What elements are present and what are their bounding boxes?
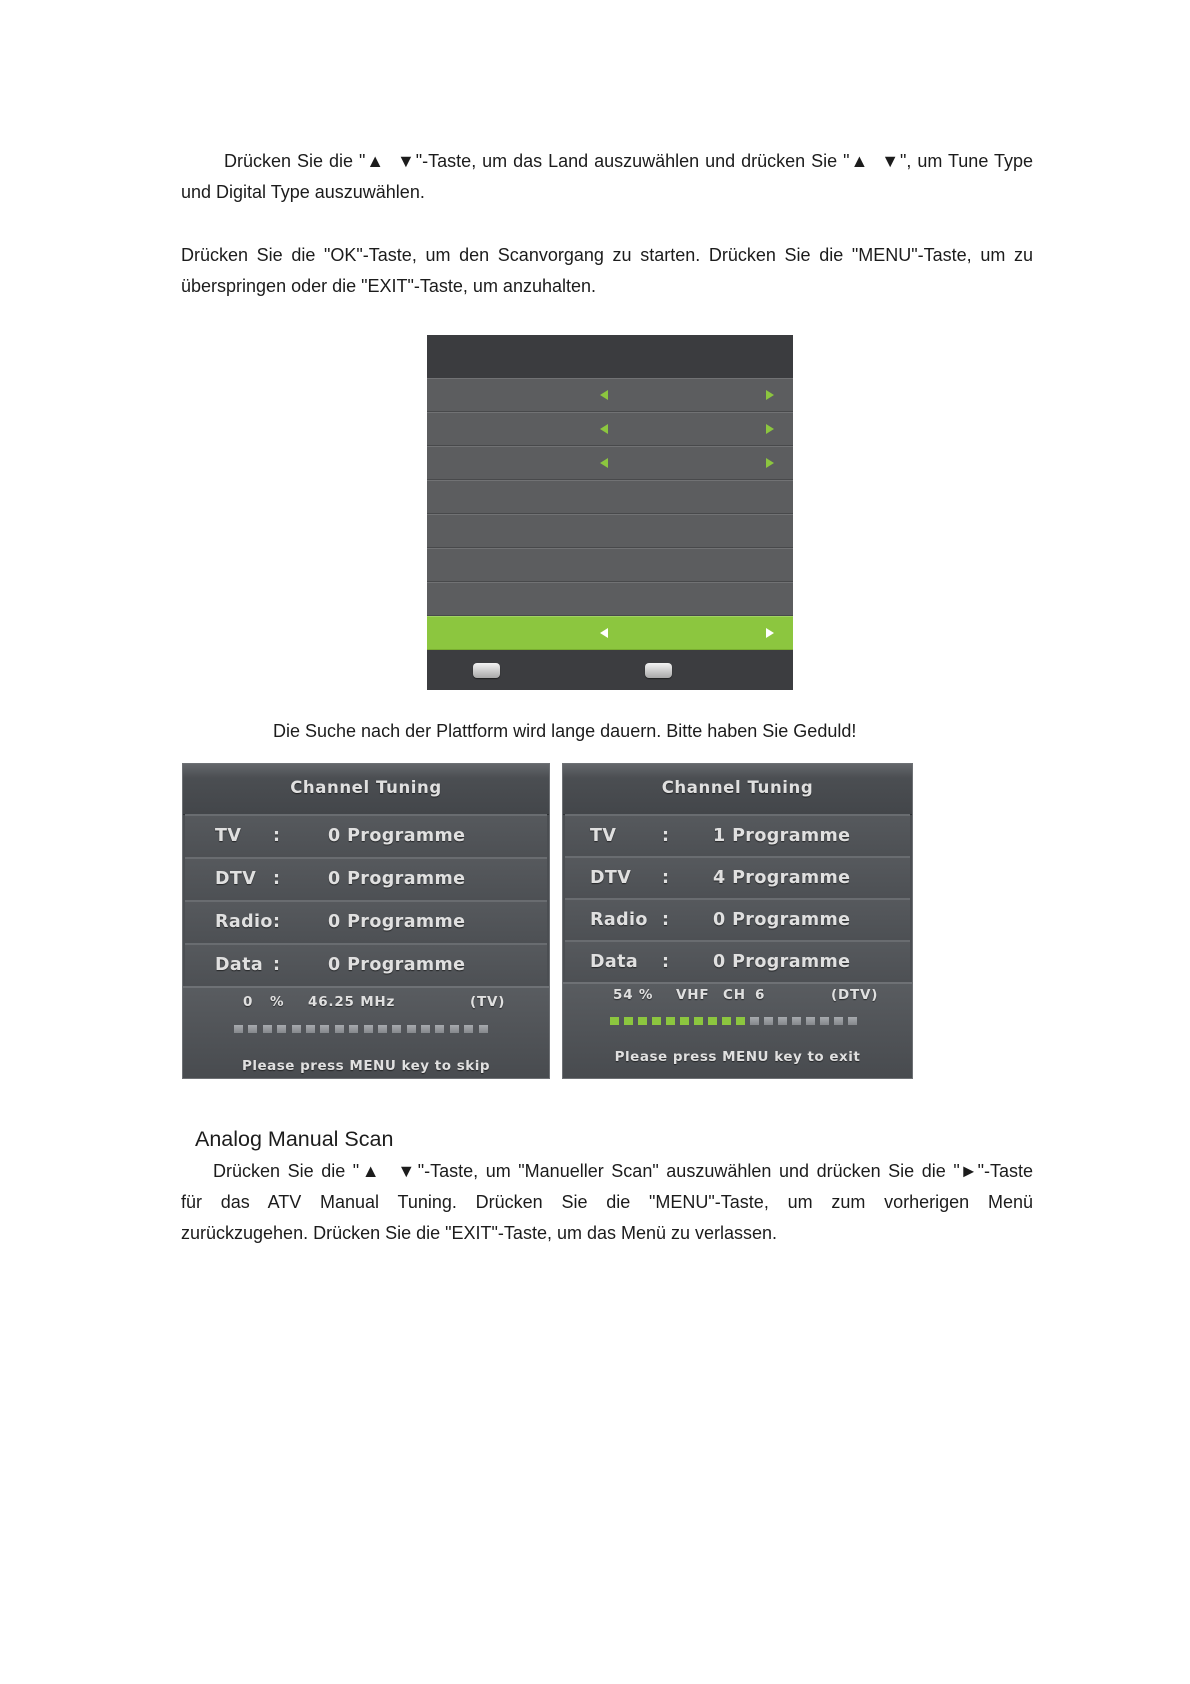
row-value: 0 Programme: [713, 952, 851, 972]
paragraph-3-line-2: für das ATV Manual Tuning. Drücken Sie die "MENU"-Taste, um zum vorherigen Menü: [181, 1192, 1033, 1212]
row-label: Data: [215, 955, 264, 975]
menu-row: [427, 412, 793, 446]
row-label: DTV: [215, 869, 257, 889]
radio-count-row: [185, 900, 547, 943]
progress-segment-filled: [708, 1017, 717, 1025]
progress-segment: [792, 1017, 801, 1025]
scan-progress-bar: [234, 1025, 493, 1033]
scan-percent: 54 %: [613, 987, 654, 1003]
progress-segment: [320, 1025, 329, 1033]
channel-tuning-panel-dtv: [562, 763, 913, 1079]
row-separator: :: [273, 955, 281, 975]
arrow-left-icon: [600, 628, 608, 638]
paragraph-1-line-2: und Digital Type auszuwählen.: [181, 182, 425, 202]
progress-segment: [450, 1025, 459, 1033]
radio-count-row: [565, 898, 910, 940]
progress-segment: [263, 1025, 272, 1033]
arrow-right-icon: [766, 458, 774, 468]
progress-segment-filled: [652, 1017, 661, 1025]
progress-segment: [778, 1017, 787, 1025]
remote-button-icon: [645, 663, 672, 678]
progress-segment: [234, 1025, 243, 1033]
row-value: 4 Programme: [713, 868, 851, 888]
row-label: Radio: [590, 910, 648, 930]
scan-percent: 0: [243, 994, 254, 1010]
progress-segment-filled: [666, 1017, 675, 1025]
row-value: 0 Programme: [328, 955, 466, 975]
arrow-left-icon: [600, 424, 608, 434]
paragraph-1-line-1: Drücken Sie die "▲ ▼"-Taste, um das Land auszuwählen und drücken Sie "▲ ▼", um Tune Type: [224, 151, 1033, 171]
menu-row: [427, 548, 793, 582]
scan-band: VHF: [676, 987, 710, 1003]
row-separator: :: [662, 952, 670, 972]
progress-segment: [820, 1017, 829, 1025]
row-separator: :: [273, 869, 281, 889]
tv-count-row: [185, 814, 547, 857]
arrow-left-icon: [600, 390, 608, 400]
figure-caption: Die Suche nach der Plattform wird lange dauern. Bitte haben Sie Geduld!: [273, 721, 857, 741]
menu-row: [427, 514, 793, 548]
progress-segment: [407, 1025, 416, 1033]
row-separator: :: [273, 826, 281, 846]
tv-setup-menu-screenshot: [427, 335, 793, 690]
progress-segment: [750, 1017, 759, 1025]
progress-segment: [464, 1025, 473, 1033]
progress-segment: [764, 1017, 773, 1025]
row-label: DTV: [590, 868, 632, 888]
progress-segment-filled: [736, 1017, 745, 1025]
progress-segment: [806, 1017, 815, 1025]
row-label: Radio: [215, 912, 273, 932]
scan-channel-label: CH: [723, 987, 746, 1003]
row-separator: :: [662, 910, 670, 930]
progress-segment: [335, 1025, 344, 1033]
arrow-right-icon: [766, 424, 774, 434]
row-label: TV: [215, 826, 242, 846]
paragraph-2-line-1: Drücken Sie die "OK"-Taste, um den Scanvorgang zu starten. Drücken Sie die "MENU"-Taste, um zu: [181, 245, 1033, 265]
progress-segment: [292, 1025, 301, 1033]
paragraph-3-line-1: Drücken Sie die "▲ ▼"-Taste, um "Manueller Scan" auszuwählen und drücken Sie die "►"-Taste: [213, 1161, 1033, 1181]
channel-tuning-title: Channel Tuning: [183, 764, 549, 815]
progress-segment: [364, 1025, 373, 1033]
remote-button-icon: [473, 663, 500, 678]
progress-segment: [248, 1025, 257, 1033]
scan-percent-sign: %: [270, 994, 285, 1010]
progress-segment: [421, 1025, 430, 1033]
data-count-row: [565, 940, 910, 982]
row-separator: :: [662, 826, 670, 846]
progress-segment: [349, 1025, 358, 1033]
progress-segment: [479, 1025, 488, 1033]
progress-segment-filled: [610, 1017, 619, 1025]
scan-progress-bar: [610, 1017, 862, 1025]
progress-segment-filled: [694, 1017, 703, 1025]
menu-rows: [427, 378, 793, 650]
row-label: Data: [590, 952, 639, 972]
progress-segment: [378, 1025, 387, 1033]
progress-segment-filled: [722, 1017, 731, 1025]
row-separator: :: [662, 868, 670, 888]
scan-frequency: 46.25 MHz: [308, 994, 396, 1010]
menu-bottom-bar: [427, 650, 793, 690]
progress-segment: [435, 1025, 444, 1033]
scan-hint: Please press MENU key to exit: [614, 1049, 861, 1065]
tv-count-row: [565, 814, 910, 856]
progress-segment: [848, 1017, 857, 1025]
menu-row: [427, 378, 793, 412]
progress-segment: [277, 1025, 286, 1033]
channel-tuning-title: Channel Tuning: [563, 764, 912, 815]
row-separator: :: [273, 912, 281, 932]
section-heading: Analog Manual Scan: [195, 1127, 394, 1151]
row-value: 0 Programme: [328, 826, 466, 846]
menu-row: [427, 446, 793, 480]
progress-segment-filled: [624, 1017, 633, 1025]
progress-segment: [392, 1025, 401, 1033]
scan-channel: 6: [755, 987, 766, 1003]
dtv-count-row: [185, 857, 547, 900]
menu-row-selected: [427, 616, 793, 650]
row-value: 0 Programme: [328, 912, 466, 932]
progress-segment-filled: [680, 1017, 689, 1025]
progress-segment-filled: [638, 1017, 647, 1025]
dtv-count-row: [565, 856, 910, 898]
row-value: 0 Programme: [713, 910, 851, 930]
paragraph-3-line-3: zurückzugehen. Drücken Sie die "EXIT"-Taste, um das Menü zu verlassen.: [181, 1223, 778, 1243]
arrow-right-icon: [766, 390, 774, 400]
scan-source: (TV): [470, 994, 506, 1010]
menu-row: [427, 582, 793, 616]
paragraph-2-line-2: überspringen oder die "EXIT"-Taste, um anzuhalten.: [181, 276, 597, 296]
arrow-left-icon: [600, 458, 608, 468]
row-label: TV: [590, 826, 617, 846]
row-value: 0 Programme: [328, 869, 466, 889]
data-count-row: [185, 943, 547, 986]
menu-row: [427, 480, 793, 514]
progress-segment: [306, 1025, 315, 1033]
scan-source: (DTV): [831, 987, 879, 1003]
scan-hint: Please press MENU key to skip: [241, 1058, 491, 1074]
progress-segment: [834, 1017, 843, 1025]
row-value: 1 Programme: [713, 826, 851, 846]
channel-tuning-panel-atv: [182, 763, 550, 1079]
menu-header: [427, 335, 793, 378]
arrow-right-icon: [766, 628, 774, 638]
